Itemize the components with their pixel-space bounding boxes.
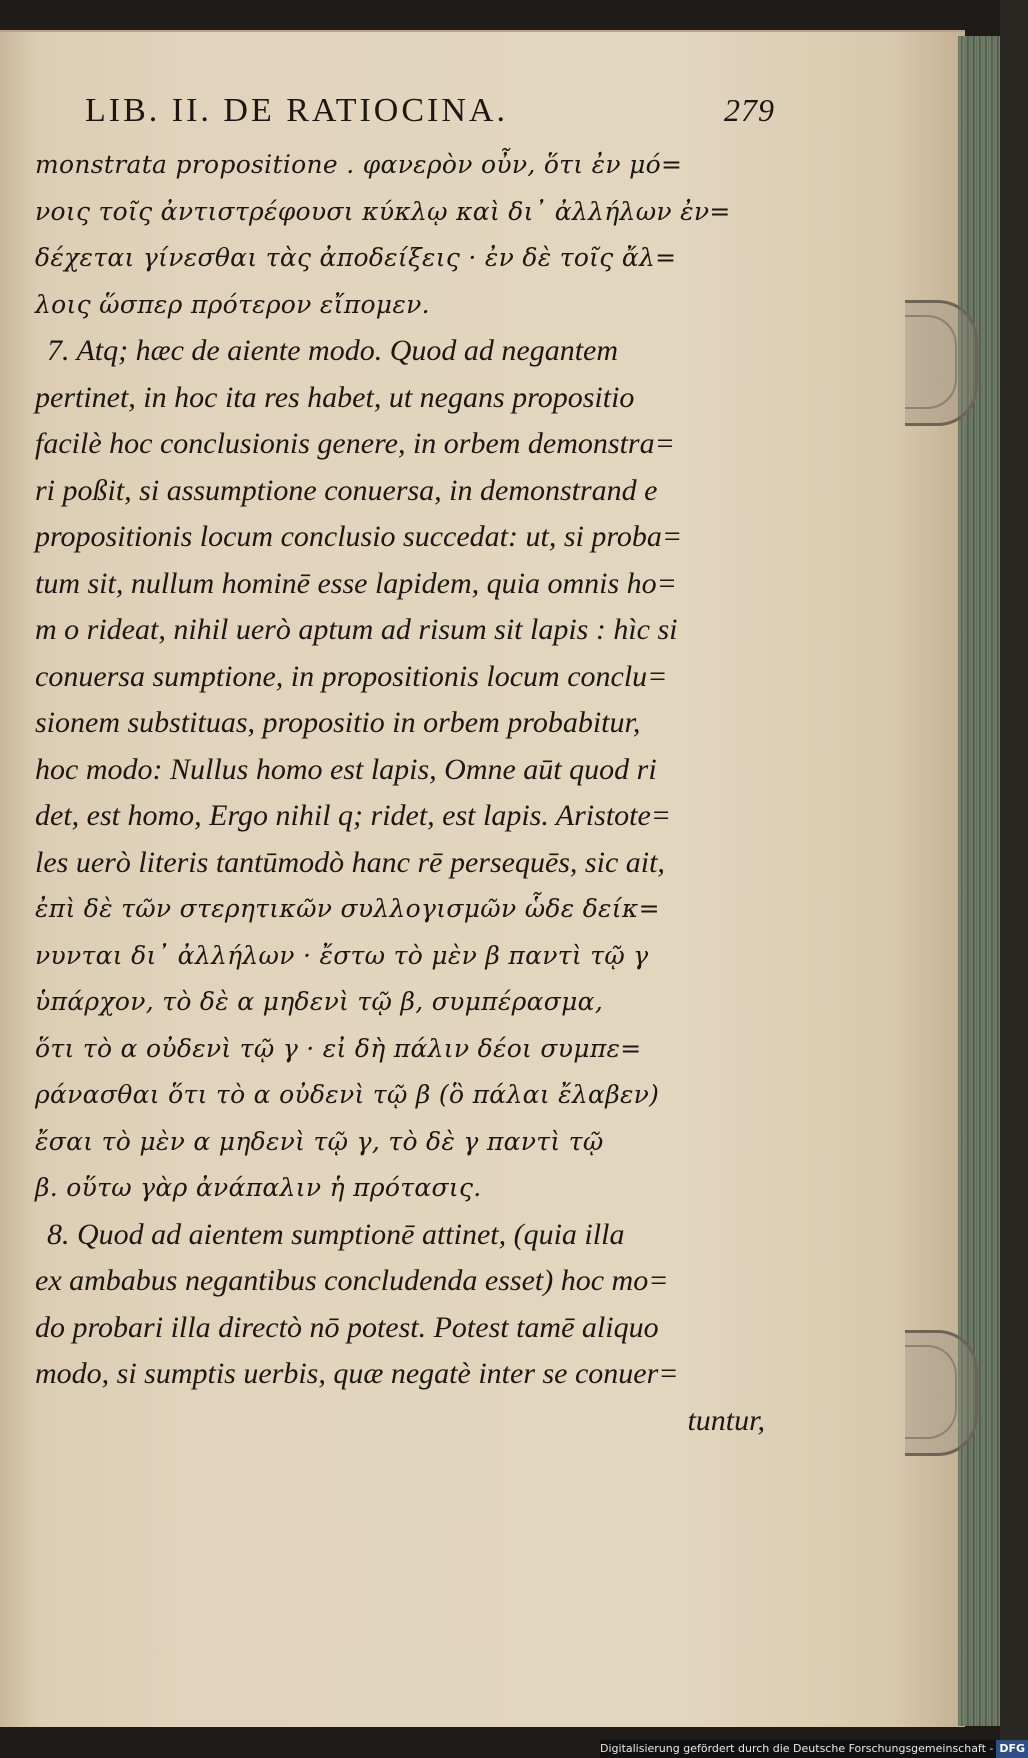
running-head [35,92,775,136]
text-line: ri poßit, si assumptione conuersa, in demonstrand e [35,473,658,507]
text-line: ex ambabus negantibus concludenda esset) hoc mo= [35,1264,669,1297]
text-line: hoc modo: Nullus homo est lapis, Omne aūt quod ri [35,752,657,786]
text-line: conuersa sumptione, in propositionis locum conclu= [35,659,668,693]
text-line: νυνται δι᾿ ἀλλήλων · ἔστω τὸ μὲν β παντὶ τῷ γ [35,940,649,970]
text-line: β. οὕτω γὰρ ἀνάπαλιν ἡ πρότασις. [35,1173,482,1202]
text-line: ὅτι τὸ α οὐδενὶ τῷ γ · εἰ δὴ πάλιν δέοι συμπε= [35,1033,642,1063]
text-line: νοις τοῖς ἀντιστρέφουσι κύκλῳ καὶ δι᾿ ἀλλήλων ἐν= [35,196,731,226]
book-clip-bottom-inner [905,1345,957,1439]
catchword: tuntur, [687,1403,765,1437]
page-text [35,92,775,1444]
text-line: monstrata propositione . φανερὸν οὖν, ὅτι ἐν μό= [35,150,683,179]
text-line: ἔσαι τὸ μὲν α μηδενὶ τῷ γ, τὸ δὲ γ παντὶ τῷ [35,1126,604,1156]
text-line: sionem substituas, propositio in orbem probabitur, [35,706,641,739]
text-line: les uerò literis tantūmodò hanc rē persequēs, sic ait, [35,845,665,879]
text-line: ὑπάρχον, τὸ δὲ α μηδενὶ τῷ β, συμπέρασμα, [35,987,604,1016]
running-head-title: LIB. II. DE RATIOCINA. [85,92,508,129]
text-line: δέχεται γίνεσθαι τὰς ἀποδείξεις · ἐν δὲ τοῖς ἄλ= [35,243,677,272]
text-line: tum sit, nullum hominē esse lapidem, quia omnis ho= [35,566,677,600]
text-line: m o rideat, nihil uerò aptum ad risum sit lapis : hìc si [35,613,678,646]
text-line: ράνασθαι ὅτι τὸ α οὐδενὶ τῷ β (ὃ πάλαι ἔλαβεν) [35,1080,660,1109]
text-line: λοις ὥσπερ πρότερον εἴπομεν. [35,289,430,319]
paragraph-8-start: 8. Quod ad aientem sumptionē attinet, (quia illa [47,1217,625,1251]
text-line: facilè hoc conclusionis genere, in orbem demonstra= [35,427,675,460]
dfg-logo: DFG [996,1740,1028,1758]
text-line: det, est homo, Ergo nihil q; ridet, est lapis. Aristote= [35,799,672,832]
digitization-credit: Digitalisierung gefördert durch die Deutsche Forschungsgemeinschaft - [600,1742,994,1755]
text-line: propositionis locum conclusio succedat: ut, si proba= [35,520,683,553]
digitization-credit-bar [600,1740,1026,1758]
page-number: 279 [724,92,775,128]
text-line: pertinet, in hoc ita res habet, ut negans propositio [35,380,635,414]
paragraph-7-start: 7. Atq; hæc de aiente modo. Quod ad negantem [47,334,619,367]
book-clip-top-inner [905,315,957,409]
page-edges [958,36,1000,1726]
text-line: do probari illa directò nō potest. Potest tamē aliquo [35,1310,659,1344]
text-line: modo, si sumptis uerbis, quæ negatè inter se conuer= [35,1357,679,1390]
text-line: ἐπὶ δὲ τῶν στερητικῶν συλλογισμῶν ὧδε δείκ= [35,894,660,923]
